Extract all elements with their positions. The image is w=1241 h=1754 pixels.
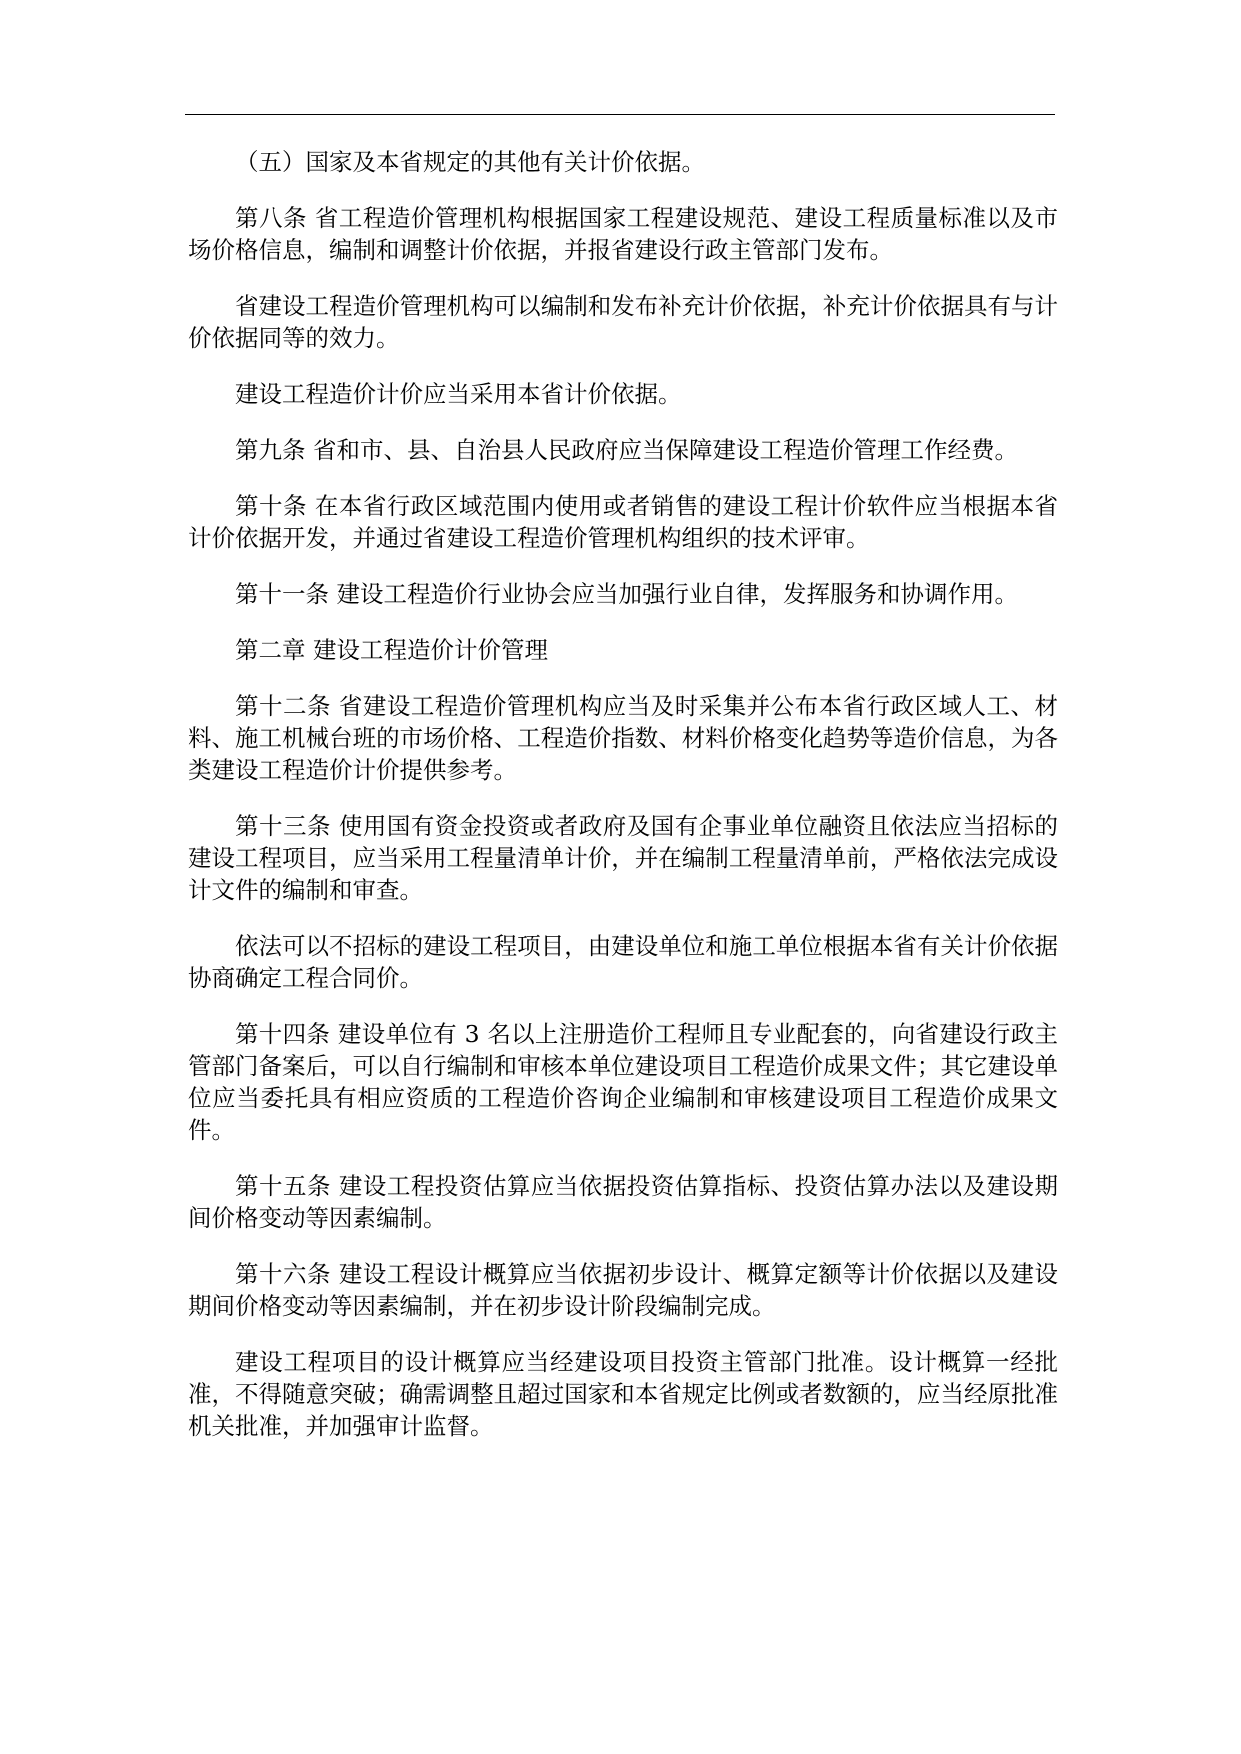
article-11-paragraph: 第十一条 建设工程造价行业协会应当加强行业自律，发挥服务和协调作用。 [235,580,1018,608]
paragraph-item-5: （五）国家及本省规定的其他有关计价依据。 [235,148,705,176]
article-13-paragraph: 第十三条 使用国有资金投资或者政府及国有企事业单位融资且依法应当招标的建设工程项目，应当采用工程量清单计价，并在编制工程量清单前，严格依法完成设计文件的编制和审查。 [188,812,1058,904]
non-tender-paragraph: 依法可以不招标的建设工程项目，由建设单位和施工单位根据本省有关计价依据协商确定工程合同价。 [188,932,1058,992]
design-estimate-approval-paragraph: 建设工程项目的设计概算应当经建设项目投资主管部门批准。设计概算一经批准，不得随意突破；确需调整且超过国家和本省规定比例或者数额的，应当经原批准机关批准，并加强审计监督。 [188,1348,1058,1440]
header-rule [185,114,1055,115]
pricing-basis-paragraph: 建设工程造价计价应当采用本省计价依据。 [235,380,682,408]
article-15-paragraph: 第十五条 建设工程投资估算应当依据投资估算指标、投资估算办法以及建设期间价格变动等因素编制。 [188,1172,1058,1232]
document-body [188,146,1058,1466]
article-9-paragraph: 第九条 省和市、县、自治县人民政府应当保障建设工程造价管理工作经费。 [235,436,1018,464]
chapter-2-heading: 第二章 建设工程造价计价管理 [235,636,548,664]
article-16-paragraph: 第十六条 建设工程设计概算应当依据初步设计、概算定额等计价依据以及建设期间价格变动等因素编制，并在初步设计阶段编制完成。 [188,1260,1058,1320]
article-14-paragraph: 第十四条 建设单位有 3 名以上注册造价工程师且专业配套的，向省建设行政主管部门备案后，可以自行编制和审核本单位建设项目工程造价成果文件；其它建设单位应当委托具有相应资质的工程造价咨询企业编制和审核建设项目工程造价成果文件。 [188,1020,1058,1144]
article-10-paragraph: 第十条 在本省行政区域范围内使用或者销售的建设工程计价软件应当根据本省计价依据开发，并通过省建设工程造价管理机构组织的技术评审。 [188,492,1058,552]
article-8-paragraph: 第八条 省工程造价管理机构根据国家工程建设规范、建设工程质量标准以及市场价格信息，编制和调整计价依据，并报省建设行政主管部门发布。 [188,204,1058,264]
supplementary-pricing-paragraph: 省建设工程造价管理机构可以编制和发布补充计价依据，补充计价依据具有与计价依据同等的效力。 [188,292,1058,352]
article-12-paragraph: 第十二条 省建设工程造价管理机构应当及时采集并公布本省行政区域人工、材料、施工机械台班的市场价格、工程造价指数、材料价格变化趋势等造价信息，为各类建设工程造价计价提供参考。 [188,692,1058,784]
